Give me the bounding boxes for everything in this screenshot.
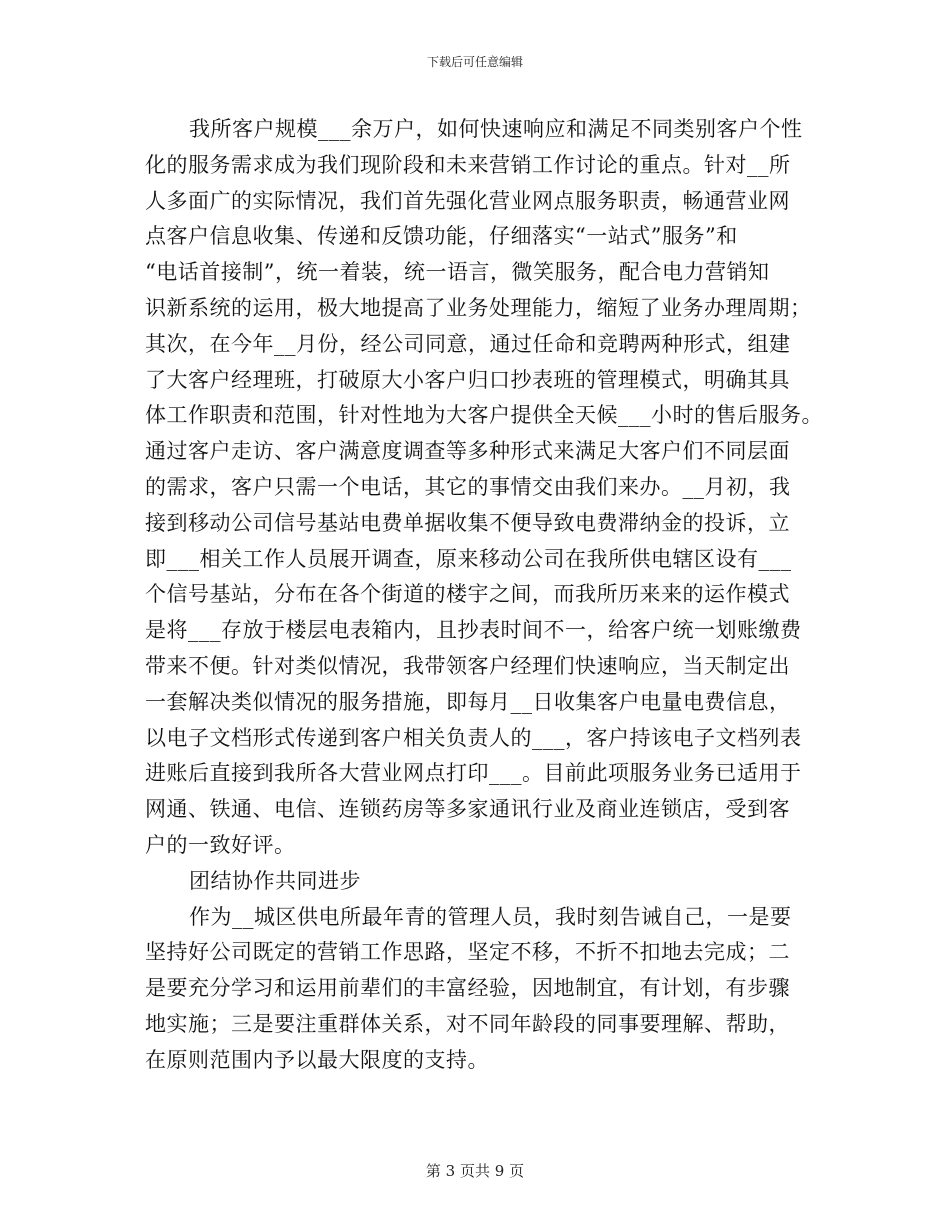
document-body [145,112,845,1079]
text-line: 进账后直接到我所各大营业网点打印___。目前此项服务业务已适用于 [145,761,802,786]
text-line: “电话首接制”，统一着装，统一语言，微笑服务，配合电力营销知 [145,260,770,285]
text-line: 识新系统的运用，极大地提高了业务处理能力，缩短了业务办理周期； [145,295,812,320]
text-line: 带来不便。针对类似情况，我带领客户经理们快速响应，当天制定出 [145,653,790,678]
text-line: 通过客户走访、客户满意度调查等多种形式来满足大客户们不同层面 [145,439,790,464]
text-line: 地实施；三是要注重群体关系，对不同年龄段的同事要理解、帮助， [145,1011,790,1036]
text-line: 是将___存放于楼层电表箱内，且抄表时间不一，给客户统一划账缴费 [145,618,802,643]
text-line: 的需求，客户只需一个电话，其它的事情交由我们来办。__月初，我 [145,474,791,499]
text-line: 以电子文档形式传递到客户相关负责人的___，客户持该电子文档列表 [145,725,802,750]
text-line: 网通、铁通、电信、连锁药房等多家通讯行业及商业连锁店，受到客 [145,797,790,822]
text-line: 化的服务需求成为我们现阶段和未来营销工作讨论的重点。针对__所 [145,152,791,177]
text-line: 作为__城区供电所最年青的管理人员，我时刻告诫自己，一是要 [189,904,792,929]
text-line: 一套解决类似情况的服务措施，即每月__日收集客户电量电费信息， [145,689,791,714]
text-line: 接到移动公司信号基站电费单据收集不便导致电费滞纳金的投诉，立 [145,510,790,535]
text-line: 体工作职责和范围，针对性地为大客户提供全天候___小时的售后服务。 [145,403,823,428]
text-line: 在原则范围内予以最大限度的支持。 [145,1047,489,1072]
text-line: 坚持好公司既定的营销工作思路，坚定不移，不折不扣地去完成；二 [145,940,790,965]
section-heading: 团结协作共同进步 [189,868,361,893]
text-line: 点客户信息收集、传递和反馈功能，仔细落实“一站式”服务”和 [145,224,738,249]
text-line: 其次，在今年__月份，经公司同意，通过任命和竞聘两种形式，组建 [145,331,791,356]
text-line: 即___相关工作人员展开调查，原来移动公司在我所供电辖区设有___ [145,546,792,571]
text-line: 是要充分学习和运用前辈们的丰富经验，因地制宜，有计划，有步骤 [145,976,790,1001]
page-number: 第 3 页共 9 页 [425,1162,525,1180]
text-line: 个信号基站，分布在各个街道的楼宇之间，而我所历来来的运作模式 [145,582,790,607]
text-line: 我所客户规模___余万户，如何快速响应和满足不同类别客户个性 [189,117,803,141]
download-note: 下载后可任意编辑 [426,55,523,69]
text-line: 户的一致好评。 [145,832,296,857]
text-line: 人多面广的实际情况，我们首先强化营业网点服务职责，畅通营业网 [145,188,790,213]
text-line: 了大客户经理班，打破原大小客户归口抄表班的管理模式，明确其具 [145,367,790,392]
